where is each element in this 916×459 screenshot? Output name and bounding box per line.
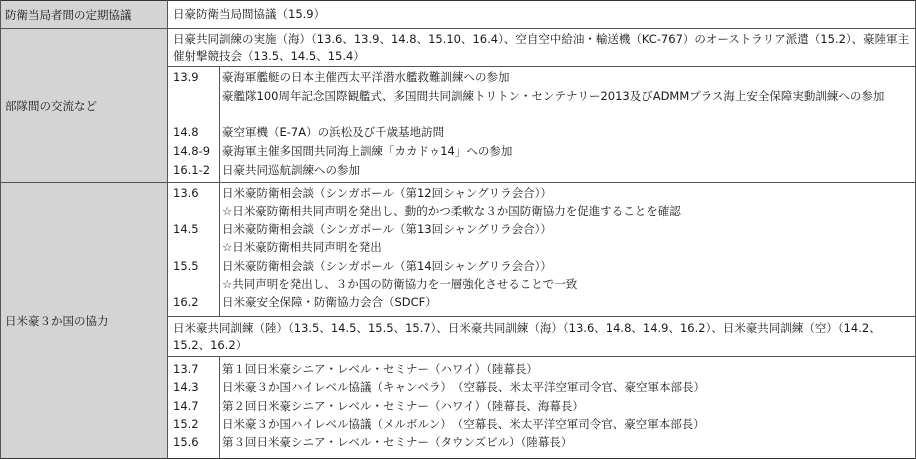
event-date: 16.1-2: [173, 163, 211, 177]
seminar-date: 15.6: [173, 435, 199, 449]
row-label-regular-talks: [0, 1, 167, 28]
table-top-border: [0, 0, 916, 1]
label-divider: [167, 0, 168, 459]
seminar-text: 第１回日米豪シニア・レベル・セミナー（ハワイ）（陸幕長）: [222, 362, 538, 376]
meeting-text: 日米豪防衛相会談（シンガポール（第14回シャングリラ会合））: [222, 259, 552, 273]
event-text: 日豪共同巡航訓練への参加: [222, 163, 360, 177]
row-divider: [0, 28, 916, 29]
row-label-trilateral: [0, 183, 167, 458]
event-text: 豪艦隊100周年記念国際観艦式、多国間共同訓練トリトン・センテナリー2013及びADMMプラス海上安全保障実動訓練への参加: [222, 89, 885, 103]
meeting-text: ☆共同声明を発出し、３か国の防衛協力を一層強化させることで一致: [222, 277, 578, 291]
meeting-text: 日米豪防衛相会談（シンガポール（第13回シャングリラ会合））: [222, 222, 552, 236]
cell-divider: [167, 356, 916, 357]
seminar-text: 第２回日米豪シニア・レベル・セミナー（ハワイ）（陸幕長、海幕長）: [222, 399, 584, 413]
event-text: 豪空軍機（E-7A）の浜松及び千歳基地訪問: [222, 125, 445, 139]
trilateral-exercises: 日米豪共同訓練（陸）（13.5、14.5、15.5、15.7）、日米豪共同訓練（海）（13.6、14.8、14.9、16.2）、日米豪共同訓練（空）（14.2、15.2、16.2）: [173, 321, 881, 352]
cell-divider: [167, 66, 916, 67]
cell-divider: [167, 316, 916, 317]
event-date: 14.8: [173, 125, 199, 139]
meeting-text: ☆日米豪防衛相共同声明を発出し、動的かつ柔軟な３か国防衛協力を促進することを確認: [222, 204, 681, 218]
meeting-text: 日米豪安全保障・防衛協力会合（SDCF）: [222, 295, 437, 309]
trilateral-label: 日米豪３か国の協力: [5, 313, 109, 328]
seminar-text: 日米豪３か国ハイレベル協議（メルボルン） （空幕長、米太平洋空軍司令官、豪空軍本部長）: [222, 417, 705, 431]
seminar-date: 14.7: [173, 399, 199, 413]
seminar-date: 13.7: [173, 362, 199, 376]
seminar-text: 第３回日米豪シニア・レベル・セミナー（タウンズビル）（陸幕長）: [222, 435, 573, 449]
meeting-text: 日米豪防衛相会談（シンガポール（第12回シャングリラ会合））: [222, 186, 552, 200]
date-divider: [219, 182, 220, 316]
row-label-unit-exchange: [0, 29, 167, 182]
meeting-date: 15.5: [173, 259, 199, 273]
row-divider: [0, 182, 916, 183]
table-left-border: [0, 0, 1, 459]
event-date: 14.8-9: [173, 144, 211, 158]
meeting-date: 13.6: [173, 186, 199, 200]
event-text: 豪海軍主催多国間共同海上訓練「カカドゥ14」への参加: [222, 144, 513, 158]
date-divider: [219, 356, 220, 458]
event-text: 豪海軍艦艇の日本主催西太平洋潜水艦救難訓練への参加: [222, 70, 510, 84]
seminar-text: 日米豪３か国ハイレベル協議（キャンベラ） （空幕長、米太平洋空軍司令官、豪空軍本部長）: [222, 380, 705, 394]
seminar-date: 14.3: [173, 380, 199, 394]
regular-talks-label: 防衛当局者間の定期協議: [5, 7, 132, 22]
date-divider: [219, 66, 220, 182]
regular-talks-content: 日豪防衛当局間協議（15.9）: [173, 7, 326, 21]
meeting-date: 14.5: [173, 222, 199, 236]
seminar-date: 15.2: [173, 417, 199, 431]
unit-exchange-label: 部隊間の交流など: [5, 98, 97, 113]
meeting-date: 16.2: [173, 295, 199, 309]
meeting-text: ☆日米豪防衛相共同声明を発出: [222, 240, 382, 254]
event-date: 13.9: [173, 70, 199, 84]
unit-exchange-summary: 日豪共同訓練の実施（海）（13.6、13.9、14.8、15.10、16.4）、空自空中給油・輸送機（KC-767）のオーストラリア派遣（15.2）、豪陸軍主催射撃競技会（13.5、14.5、15.4）: [173, 32, 910, 63]
